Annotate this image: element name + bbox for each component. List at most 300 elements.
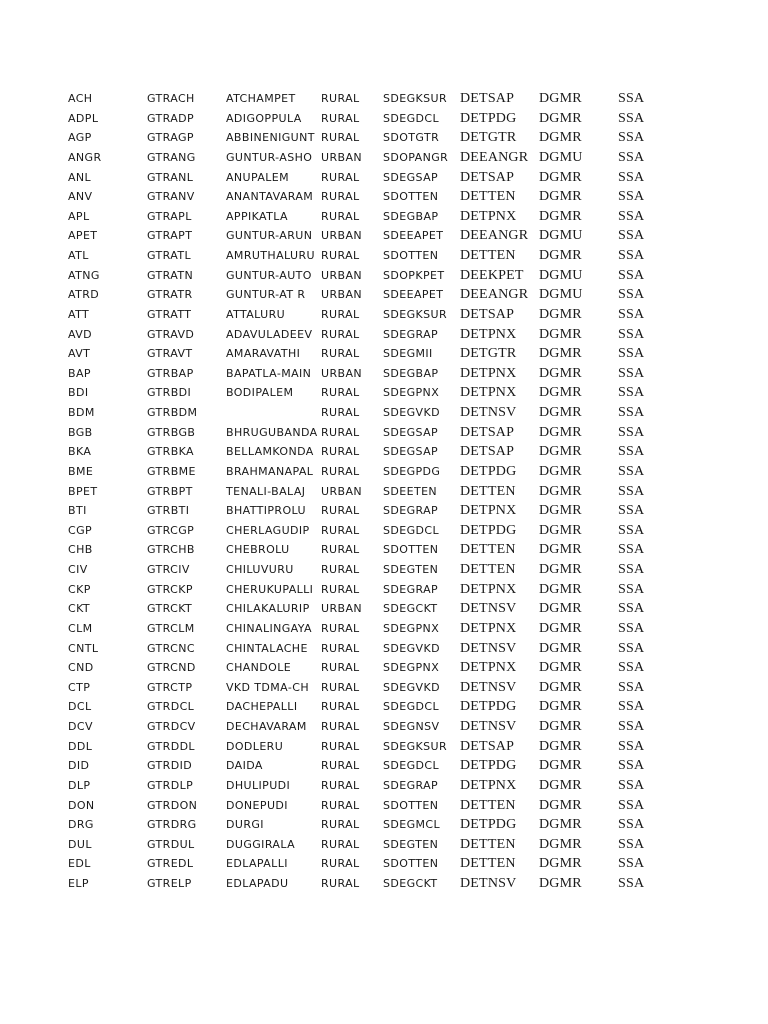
table-row: [0, 148, 768, 168]
cell-division: DETGTR: [460, 130, 517, 146]
cell-ssa: SSA: [618, 110, 645, 126]
cell-area-type: RURAL: [321, 641, 360, 655]
cell-gm-unit: DGMR: [539, 189, 582, 205]
cell-ssa: SSA: [618, 719, 645, 734]
cell-division: DETGTR: [460, 346, 517, 362]
cell-division: DETNSV: [460, 679, 517, 695]
cell-exchange-name: DURGI: [226, 818, 264, 832]
cell-division: DETPDG: [460, 110, 517, 126]
cell-division: DETNSV: [460, 876, 517, 891]
cell-sde-office: SDEGRAP: [383, 504, 439, 518]
cell-division: DETTEN: [460, 797, 516, 813]
cell-gm-unit: DGMR: [539, 306, 582, 322]
cell-area-type: RURAL: [321, 582, 360, 596]
cell-gm-unit: DGMU: [539, 267, 583, 283]
table-row: [0, 128, 768, 148]
cell-exchange-name: DACHEPALLI: [226, 700, 298, 714]
cell-area-type: RURAL: [321, 700, 360, 714]
cell-exchange-id: GTRCKP: [147, 582, 193, 596]
cell-exchange-name: DAIDA: [226, 759, 263, 773]
cell-ssa: SSA: [618, 149, 645, 165]
table-row: [0, 207, 768, 227]
cell-area-type: URBAN: [321, 602, 362, 616]
cell-gm-unit: DGMR: [539, 719, 582, 734]
cell-area-type: RURAL: [321, 759, 360, 773]
table-row: [0, 403, 768, 423]
cell-sde-office: SDEGBAP: [383, 366, 439, 380]
cell-exchange-id: GTRBAP: [147, 366, 194, 380]
cell-gm-unit: DGMR: [539, 130, 582, 146]
cell-gm-unit: DGMR: [539, 248, 582, 263]
cell-exchange-name: AMARAVATHI: [226, 347, 301, 361]
cell-code: ANL: [68, 170, 92, 184]
cell-division: DETSAP: [460, 444, 515, 460]
cell-exchange-id: GTRBKA: [147, 445, 194, 459]
cell-exchange-name: CHEBROLU: [226, 543, 290, 557]
table-row: [0, 835, 768, 855]
cell-code: AGP: [68, 131, 92, 145]
cell-ssa: SSA: [618, 463, 645, 479]
cell-division: DETTEN: [460, 189, 516, 205]
cell-ssa: SSA: [618, 542, 645, 558]
cell-ssa: SSA: [618, 620, 645, 636]
cell-area-type: RURAL: [321, 406, 360, 419]
cell-gm-unit: DGMR: [539, 208, 582, 224]
cell-division: DETSAP: [460, 169, 515, 185]
cell-exchange-name: ANANTAVARAM: [226, 190, 314, 204]
cell-sde-office: SDEGDCL: [383, 700, 440, 714]
cell-area-type: RURAL: [321, 680, 360, 694]
spreadsheet-table: [0, 89, 768, 894]
cell-exchange-name: BODIPALEM: [226, 386, 294, 400]
cell-ssa: SSA: [618, 424, 645, 440]
cell-code: CKP: [68, 582, 91, 596]
cell-division: DETNSV: [460, 405, 517, 420]
cell-sde-office: SDOPANGR: [383, 150, 449, 164]
cell-ssa: SSA: [618, 660, 645, 676]
cell-ssa: SSA: [618, 817, 645, 833]
table-row: [0, 737, 768, 757]
cell-gm-unit: DGMR: [539, 169, 582, 185]
table-row: [0, 697, 768, 717]
cell-code: DRG: [68, 818, 94, 832]
cell-division: DETTEN: [460, 248, 516, 263]
cell-area-type: RURAL: [321, 307, 360, 321]
table-row: [0, 756, 768, 776]
cell-ssa: SSA: [618, 405, 645, 420]
table-row: [0, 383, 768, 403]
cell-exchange-name: DHULIPUDI: [226, 778, 291, 792]
cell-code: BKA: [68, 445, 92, 459]
cell-exchange-name: DECHAVARAM: [226, 720, 307, 733]
cell-code: ANGR: [68, 150, 102, 164]
cell-exchange-id: GTRCGP: [147, 523, 195, 537]
cell-gm-unit: DGMR: [539, 542, 582, 558]
cell-ssa: SSA: [618, 522, 645, 538]
cell-ssa: SSA: [618, 267, 645, 283]
cell-ssa: SSA: [618, 738, 645, 754]
cell-sde-office: SDEGCKT: [383, 877, 438, 890]
cell-gm-unit: DGMR: [539, 660, 582, 676]
cell-ssa: SSA: [618, 699, 645, 715]
cell-exchange-id: GTRCIV: [147, 563, 190, 576]
cell-ssa: SSA: [618, 91, 645, 106]
cell-sde-office: SDOTTEN: [383, 543, 439, 557]
cell-code: ACH: [68, 92, 93, 105]
cell-exchange-name: ATTALURU: [226, 307, 286, 321]
cell-sde-office: SDOTGTR: [383, 131, 440, 145]
cell-exchange-name: DUGGIRALA: [226, 837, 296, 851]
cell-exchange-id: GTRATL: [147, 249, 191, 262]
cell-gm-unit: DGMR: [539, 876, 582, 891]
cell-exchange-name: ADAVULADEEV: [226, 327, 313, 341]
cell-area-type: RURAL: [321, 720, 360, 733]
cell-gm-unit: DGMR: [539, 640, 582, 656]
cell-exchange-id: GTRCNC: [147, 641, 195, 655]
cell-ssa: SSA: [618, 248, 645, 263]
cell-sde-office: SDEGPNX: [383, 386, 440, 400]
cell-area-type: RURAL: [321, 425, 360, 439]
cell-sde-office: SDEGRAP: [383, 582, 439, 596]
table-row: [0, 678, 768, 698]
cell-gm-unit: DGMR: [539, 424, 582, 440]
cell-code: BDI: [68, 386, 89, 400]
cell-area-type: URBAN: [321, 288, 362, 302]
cell-exchange-id: GTRBGB: [147, 425, 196, 439]
cell-ssa: SSA: [618, 287, 645, 303]
cell-code: BTI: [68, 504, 87, 518]
cell-exchange-id: GTRCTP: [147, 680, 193, 694]
cell-sde-office: SDOTTEN: [383, 798, 439, 812]
cell-sde-office: SDOTTEN: [383, 857, 439, 871]
cell-division: DETTEN: [460, 483, 516, 499]
cell-exchange-id: GTRCND: [147, 661, 196, 675]
cell-division: DETPNX: [460, 777, 517, 793]
cell-gm-unit: DGMU: [539, 149, 583, 165]
cell-area-type: RURAL: [321, 386, 360, 400]
cell-sde-office: SDEGRAP: [383, 327, 439, 341]
cell-gm-unit: DGMR: [539, 758, 582, 774]
cell-sde-office: SDEGKSUR: [383, 307, 448, 321]
cell-area-type: RURAL: [321, 209, 360, 223]
cell-gm-unit: DGMR: [539, 463, 582, 479]
cell-exchange-id: GTRBDI: [147, 386, 192, 400]
cell-exchange-name: EDLAPALLI: [226, 857, 288, 871]
cell-area-type: RURAL: [321, 818, 360, 832]
cell-sde-office: SDEGMCL: [383, 818, 441, 832]
table-row: [0, 168, 768, 188]
table-row: [0, 599, 768, 619]
cell-gm-unit: DGMR: [539, 503, 582, 519]
cell-exchange-name: GUNTUR-ASHO: [226, 150, 313, 164]
cell-division: DETPDG: [460, 817, 517, 833]
cell-area-type: RURAL: [321, 543, 360, 557]
cell-ssa: SSA: [618, 208, 645, 224]
cell-exchange-name: ABBINENIGUNT: [226, 131, 315, 145]
cell-sde-office: SDEGSAP: [383, 425, 439, 439]
cell-ssa: SSA: [618, 876, 645, 891]
table-row: [0, 560, 768, 580]
cell-ssa: SSA: [618, 562, 645, 577]
cell-exchange-id: GTRANV: [147, 190, 195, 204]
cell-division: DETTEN: [460, 836, 516, 852]
cell-gm-unit: DGMR: [539, 797, 582, 813]
cell-area-type: RURAL: [321, 857, 360, 871]
cell-exchange-id: GTRDRG: [147, 818, 197, 832]
cell-code: ELP: [68, 877, 89, 890]
cell-exchange-name: DONEPUDI: [226, 798, 288, 812]
cell-gm-unit: DGMR: [539, 817, 582, 833]
cell-exchange-id: GTRADP: [147, 111, 195, 125]
cell-sde-office: SDEGNSV: [383, 720, 440, 733]
cell-exchange-id: GTRAPT: [147, 229, 193, 243]
cell-area-type: RURAL: [321, 445, 360, 459]
cell-exchange-name: CHANDOLE: [226, 661, 292, 675]
cell-gm-unit: DGMR: [539, 679, 582, 695]
cell-exchange-id: GTRATR: [147, 288, 193, 302]
cell-ssa: SSA: [618, 483, 645, 499]
cell-exchange-id: GTRBTI: [147, 504, 190, 518]
cell-exchange-name: DODLERU: [226, 739, 284, 753]
cell-gm-unit: DGMR: [539, 91, 582, 106]
cell-ssa: SSA: [618, 130, 645, 146]
cell-exchange-id: GTRDCL: [147, 700, 195, 714]
table-row: [0, 658, 768, 678]
cell-division: DETPNX: [460, 660, 517, 676]
cell-gm-unit: DGMR: [539, 405, 582, 420]
cell-code: CIV: [68, 563, 88, 576]
cell-gm-unit: DGMR: [539, 601, 582, 617]
cell-sde-office: SDEEAPET: [383, 288, 444, 302]
cell-area-type: RURAL: [321, 563, 360, 576]
cell-exchange-name: ADIGOPPULA: [226, 111, 302, 125]
cell-exchange-id: GTRDUL: [147, 837, 195, 851]
cell-sde-office: SDOPKPET: [383, 268, 445, 282]
cell-code: DID: [68, 759, 90, 773]
cell-area-type: URBAN: [321, 366, 362, 380]
cell-exchange-id: GTRATT: [147, 307, 192, 321]
cell-exchange-id: GTRANL: [147, 170, 194, 184]
cell-division: DETPNX: [460, 208, 517, 224]
cell-division: DETPNX: [460, 385, 517, 401]
cell-exchange-name: CHINALINGAYA: [226, 621, 312, 635]
cell-division: DETPDG: [460, 463, 517, 479]
cell-exchange-name: CHERUKUPALLI: [226, 582, 314, 596]
cell-exchange-name: AMRUTHALURU: [226, 249, 315, 262]
table-row: [0, 89, 768, 109]
cell-area-type: RURAL: [321, 249, 360, 262]
cell-division: DEEANGR: [460, 228, 529, 244]
cell-ssa: SSA: [618, 581, 645, 597]
cell-sde-office: SDEGSAP: [383, 170, 439, 184]
cell-division: DETPNX: [460, 326, 517, 342]
cell-area-type: RURAL: [321, 778, 360, 792]
cell-exchange-name: VKD TDMA-CH: [226, 680, 309, 694]
cell-exchange-id: GTRAGP: [147, 131, 194, 145]
table-row: [0, 501, 768, 521]
cell-area-type: RURAL: [321, 464, 360, 478]
cell-area-type: RURAL: [321, 111, 360, 125]
cell-code: BPET: [68, 484, 98, 498]
cell-sde-office: SDEETEN: [383, 484, 438, 498]
cell-gm-unit: DGMU: [539, 228, 583, 244]
cell-exchange-name: ANUPALEM: [226, 170, 290, 184]
cell-ssa: SSA: [618, 777, 645, 793]
cell-gm-unit: DGMR: [539, 346, 582, 362]
cell-exchange-id: GTRDID: [147, 759, 193, 773]
cell-exchange-name: BHRUGUBANDA: [226, 425, 318, 439]
cell-ssa: SSA: [618, 758, 645, 774]
table-row: [0, 325, 768, 345]
cell-area-type: URBAN: [321, 150, 362, 164]
cell-sde-office: SDEGPNX: [383, 661, 440, 675]
cell-sde-office: SDEGDCL: [383, 759, 440, 773]
table-row: [0, 874, 768, 894]
cell-ssa: SSA: [618, 365, 645, 381]
cell-code: EDL: [68, 857, 91, 871]
cell-gm-unit: DGMR: [539, 365, 582, 381]
cell-area-type: RURAL: [321, 190, 360, 204]
cell-code: DUL: [68, 837, 92, 851]
cell-gm-unit: DGMR: [539, 110, 582, 126]
cell-division: DETTEN: [460, 542, 516, 558]
cell-area-type: RURAL: [321, 92, 360, 105]
table-row: [0, 540, 768, 560]
cell-exchange-name: APPIKATLA: [226, 209, 288, 223]
table-row: [0, 717, 768, 737]
cell-division: DETNSV: [460, 719, 517, 734]
cell-exchange-id: GTRELP: [147, 877, 192, 890]
cell-code: ATRD: [68, 288, 100, 302]
cell-sde-office: SDEGPNX: [383, 621, 440, 635]
cell-exchange-id: GTRBDM: [147, 406, 198, 419]
table-row: [0, 187, 768, 207]
cell-division: DETPDG: [460, 699, 517, 715]
cell-area-type: RURAL: [321, 798, 360, 812]
cell-sde-office: SDEGKSUR: [383, 739, 448, 753]
cell-exchange-id: GTRAPL: [147, 209, 192, 223]
cell-ssa: SSA: [618, 346, 645, 362]
cell-exchange-name: BAPATLA-MAIN: [226, 366, 312, 380]
cell-sde-office: SDEGKSUR: [383, 92, 448, 105]
cell-gm-unit: DGMR: [539, 522, 582, 538]
cell-exchange-id: GTRCHB: [147, 543, 195, 557]
cell-exchange-id: GTRCLM: [147, 621, 195, 635]
cell-code: APL: [68, 209, 90, 223]
cell-exchange-id: GTREDL: [147, 857, 194, 871]
cell-gm-unit: DGMR: [539, 326, 582, 342]
cell-ssa: SSA: [618, 679, 645, 695]
cell-exchange-id: GTRCKT: [147, 602, 193, 616]
table-row: [0, 285, 768, 305]
cell-code: CHB: [68, 543, 93, 557]
cell-code: DDL: [68, 739, 93, 753]
table-row: [0, 854, 768, 874]
cell-gm-unit: DGMR: [539, 836, 582, 852]
cell-code: ATL: [68, 249, 89, 262]
cell-code: BGB: [68, 425, 93, 439]
cell-sde-office: SDOTTEN: [383, 249, 439, 262]
cell-sde-office: SDEGBAP: [383, 209, 439, 223]
cell-division: DETNSV: [460, 640, 517, 656]
table-row: [0, 796, 768, 816]
cell-ssa: SSA: [618, 326, 645, 342]
table-row: [0, 226, 768, 246]
cell-ssa: SSA: [618, 385, 645, 401]
cell-gm-unit: DGMR: [539, 856, 582, 872]
table-row: [0, 462, 768, 482]
cell-exchange-name: BRAHMANAPAL: [226, 464, 314, 478]
cell-gm-unit: DGMU: [539, 287, 583, 303]
cell-area-type: URBAN: [321, 229, 362, 243]
cell-sde-office: SDEGVKD: [383, 406, 440, 419]
cell-code: CNTL: [68, 641, 99, 655]
cell-area-type: RURAL: [321, 523, 360, 537]
cell-code: BME: [68, 464, 94, 478]
cell-exchange-name: TENALI-BALAJ: [226, 484, 306, 498]
cell-gm-unit: DGMR: [539, 699, 582, 715]
cell-sde-office: SDEGVKD: [383, 641, 440, 655]
cell-area-type: RURAL: [321, 327, 360, 341]
cell-area-type: RURAL: [321, 661, 360, 675]
cell-gm-unit: DGMR: [539, 620, 582, 636]
cell-ssa: SSA: [618, 601, 645, 617]
cell-division: DETTEN: [460, 856, 516, 872]
cell-code: ADPL: [68, 111, 99, 125]
cell-division: DETTEN: [460, 562, 516, 577]
cell-sde-office: SDEGDCL: [383, 523, 440, 537]
cell-sde-office: SDEGDCL: [383, 111, 440, 125]
cell-code: AVD: [68, 327, 93, 341]
cell-code: CKT: [68, 602, 90, 616]
cell-code: APET: [68, 229, 98, 243]
cell-division: DETSAP: [460, 91, 515, 106]
cell-sde-office: SDEGPDG: [383, 464, 441, 478]
cell-exchange-name: ATCHAMPET: [226, 92, 296, 105]
cell-exchange-id: GTRBPT: [147, 484, 193, 498]
cell-ssa: SSA: [618, 503, 645, 519]
table-row: [0, 246, 768, 266]
cell-exchange-name: GUNTUR-AT R: [226, 288, 306, 302]
cell-exchange-id: GTRBME: [147, 464, 196, 478]
cell-exchange-name: CHERLAGUDIP: [226, 523, 310, 537]
cell-exchange-name: GUNTUR-ARUN: [226, 229, 313, 243]
cell-gm-unit: DGMR: [539, 444, 582, 460]
cell-area-type: RURAL: [321, 504, 360, 518]
cell-gm-unit: DGMR: [539, 483, 582, 499]
cell-sde-office: SDEGCKT: [383, 602, 438, 616]
cell-code: CLM: [68, 621, 93, 635]
cell-division: DETNSV: [460, 601, 517, 617]
cell-area-type: URBAN: [321, 268, 362, 282]
cell-code: AVT: [68, 347, 91, 361]
cell-exchange-id: GTRAVD: [147, 327, 195, 341]
cell-ssa: SSA: [618, 169, 645, 185]
cell-division: DETPNX: [460, 503, 517, 519]
table-row: [0, 266, 768, 286]
cell-area-type: RURAL: [321, 877, 360, 890]
cell-ssa: SSA: [618, 856, 645, 872]
cell-exchange-name: CHINTALACHE: [226, 641, 308, 655]
cell-sde-office: SDEGTEN: [383, 563, 439, 576]
cell-ssa: SSA: [618, 797, 645, 813]
cell-division: DEEKPET: [460, 267, 524, 283]
cell-area-type: RURAL: [321, 131, 360, 145]
cell-exchange-id: GTRANG: [147, 150, 196, 164]
cell-gm-unit: DGMR: [539, 562, 582, 577]
cell-sde-office: SDEGRAP: [383, 778, 439, 792]
cell-code: ATNG: [68, 268, 100, 282]
